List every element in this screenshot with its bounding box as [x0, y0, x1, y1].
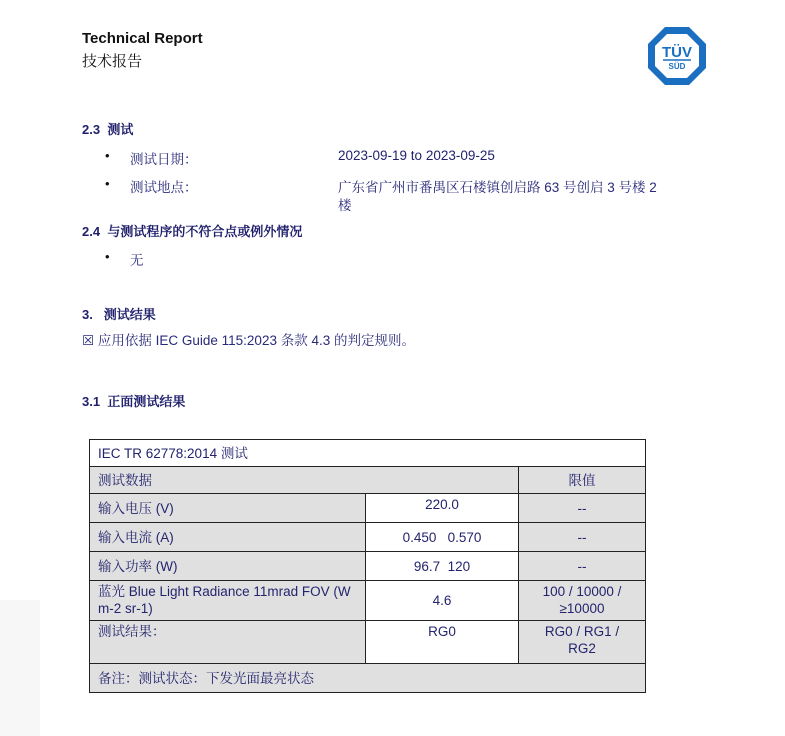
row-value: 96.7 120 — [366, 552, 519, 581]
header-limit: 限值 — [519, 467, 646, 494]
table-header-row — [90, 467, 646, 494]
test-location-value: 广东省广州市番禺区石楼镇创启路 63 号创启 3 号楼 2 — [338, 180, 657, 195]
decision-rule-text: 应用依据 IEC Guide 115:2023 条款 4.3 的判定规则。 — [97, 333, 415, 348]
table-row — [90, 581, 646, 621]
section-title: 正面测试结果 — [107, 394, 186, 409]
svg-text:SÜD: SÜD — [668, 62, 686, 71]
test-location-value-cont: 楼 — [338, 198, 352, 213]
row-label: 输入功率 (W) — [90, 552, 366, 581]
row-value: 4.6 — [366, 581, 519, 621]
report-subtitle: 技术报告 — [82, 53, 143, 70]
tuv-sud-logo-icon — [648, 27, 706, 85]
section-2-4-heading — [82, 221, 302, 240]
section-number: 3.1 — [82, 394, 101, 409]
report-title: Technical Report — [82, 30, 203, 47]
test-date-value: 2023-09-19 to 2023-09-25 — [338, 148, 495, 163]
section-3-heading — [82, 304, 156, 323]
section-title: 与测试程序的不符合点或例外情况 — [107, 224, 303, 239]
checkbox-checked-icon: ☒ — [82, 333, 95, 348]
section-2-3-heading — [82, 119, 133, 138]
row-label: 蓝光 Blue Light Radiance 11mrad FOV (W m-2 sr-1) — [90, 581, 366, 621]
test-location-label: 测试地点： — [130, 180, 198, 195]
test-date-label: 测试日期： — [130, 152, 198, 167]
table-remark: 备注：测试状态：下发光面最亮状态 — [90, 664, 646, 693]
table-remark-row — [90, 664, 646, 693]
results-table — [89, 439, 646, 693]
bullet-icon: • — [105, 249, 110, 264]
row-label: 测试结果： — [90, 621, 366, 664]
decision-rule-note — [82, 329, 415, 349]
row-limit: -- — [519, 552, 646, 581]
row-value: 220.0 — [366, 494, 519, 523]
header-test-data: 测试数据 — [90, 467, 519, 494]
row-label: 输入电流 (A) — [90, 523, 366, 552]
section-3-1-heading — [82, 391, 185, 410]
table-row — [90, 494, 646, 523]
svg-text:TÜV: TÜV — [662, 44, 692, 61]
section-number: 3. — [82, 307, 93, 322]
bullet-icon: • — [105, 176, 110, 191]
bullet-icon: • — [105, 148, 110, 163]
table-row — [90, 621, 646, 664]
deviation-item: 无 — [130, 253, 144, 268]
table-row — [90, 523, 646, 552]
row-limit: -- — [519, 494, 646, 523]
row-limit: -- — [519, 523, 646, 552]
row-limit: RG0 / RG1 / RG2 — [519, 621, 646, 664]
row-label: 输入电压 (V) — [90, 494, 366, 523]
side-shade — [0, 600, 40, 736]
section-title: 测试 — [107, 122, 134, 137]
table-title: IEC TR 62778:2014 测试 — [90, 440, 646, 467]
section-number: 2.3 — [82, 122, 101, 137]
row-limit: 100 / 10000 /≥10000 — [519, 581, 646, 621]
section-number: 2.4 — [82, 224, 101, 239]
section-title: 测试结果 — [103, 307, 156, 322]
table-title-row — [90, 440, 646, 467]
table-row — [90, 552, 646, 581]
row-value: RG0 — [366, 621, 519, 664]
row-value: 0.450 0.570 — [366, 523, 519, 552]
